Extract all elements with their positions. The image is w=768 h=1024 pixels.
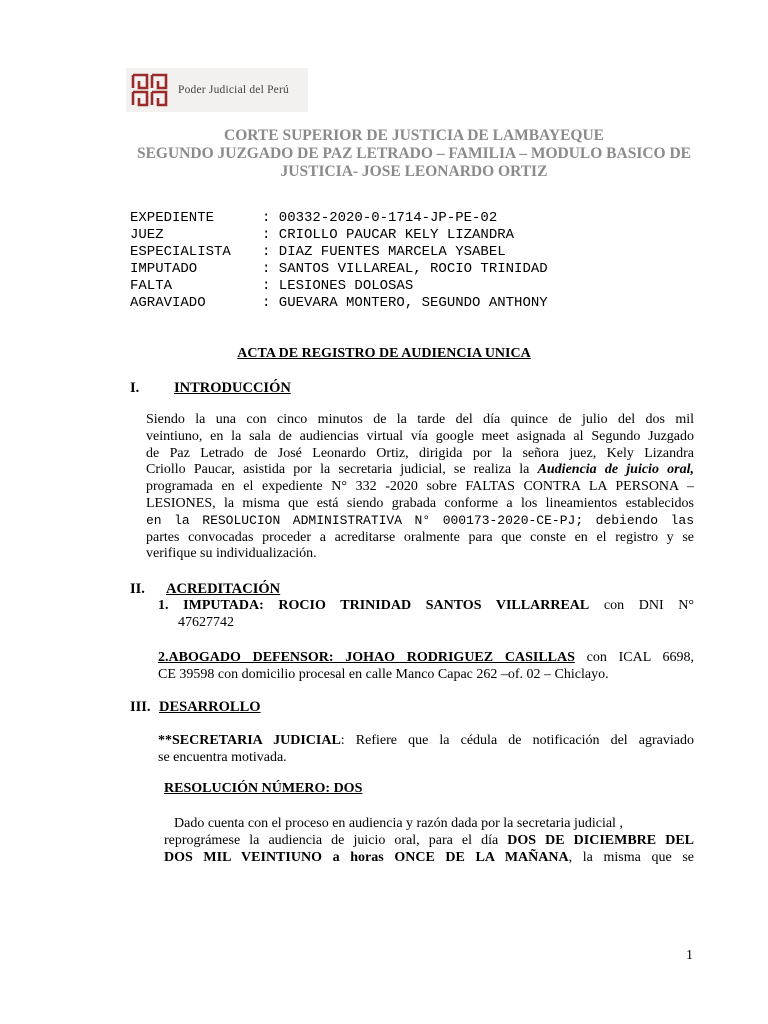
paragraph-line [158,733,694,750]
paragraph-text: , la misma que se [568,849,694,865]
case-info-row [130,295,548,312]
hearing-type-emphasis: Audiencia de juicio oral, [537,462,694,478]
resolution-heading: RESOLUCIÓN NÚMERO: DOS [164,781,363,796]
paragraph-line [158,598,694,615]
paragraph-text: : Refiere que la cédula de notificación del agraviado [340,733,694,748]
paragraph-line: LESIONES, la misma que está siendo grabada conforme a los lineamientos establecidos [146,495,694,511]
court-subtitle-line2: JUSTICIA- JOSE LEONARDO ORTIZ [280,163,548,180]
case-info-value: : SANTOS VILLAREAL, ROCIO TRINIDAD [262,261,548,277]
paragraph-line: veintiuno, en la sala de audiencias virtual vía google meet asignada al Segundo Juzgado [146,428,694,444]
paragraph-line [146,462,694,479]
case-info-row [130,278,548,295]
new-hearing-time: DOS MIL VEINTIUNO a horas ONCE DE LA MAÑANA [164,849,569,865]
case-info-label: FALTA [130,278,173,294]
case-info-value: : CRIOLLO PAUCAR KELY LIZANDRA [262,227,515,243]
paragraph-line: se encuentra motivada. [158,749,287,765]
paragraph-line [164,850,694,867]
defendant-name: 1. IMPUTADA: ROCIO TRINIDAD SANTOS VILLARREAL [158,598,590,613]
section-2-number: II. [130,581,145,597]
paragraph-text: reprográmese la audiencia de juicio oral, para el día [164,832,508,848]
case-info-label: JUEZ [130,227,164,243]
paragraph-line [164,833,694,850]
paragraph-line: CE 39598 con domicilio procesal en calle Manco Capac 262 –of. 02 – Chiclayo. [158,666,609,682]
case-info-value: : DIAZ FUENTES MARCELA YSABEL [262,244,506,260]
defendant-dni: 47627742 [178,614,234,630]
poder-judicial-logo [126,68,308,112]
case-info-value: : 00332-2020-0-1714-JP-PE-02 [262,210,498,226]
case-info-row [130,261,548,278]
document-title: ACTA DE REGISTRO DE AUDIENCIA UNICA [237,346,531,361]
secretary-statement [158,733,694,767]
case-info-label: ESPECIALISTA [130,244,231,260]
case-info-row [130,227,548,244]
accreditation-item-1 [158,598,694,632]
case-info-label: AGRAVIADO [130,295,206,311]
court-subtitle-line1: SEGUNDO JUZGADO DE PAZ LETRADO – FAMILIA – MODULO BASICO DE [136,145,692,162]
paragraph-line: de Paz Letrado de José Leonardo Ortiz, dirigida por la señora juez, Kely Lizandra [146,445,694,461]
case-info-table [130,210,548,312]
section-1-number: I. [130,380,140,396]
case-info-value: : LESIONES DOLOSAS [262,278,414,294]
paragraph-line: Siendo la una con cinco minutos de la tarde del día quince de julio del dos mil [146,412,694,427]
paragraph-text: con ICAL 6698, [574,650,694,665]
resolution-paragraph [164,816,694,866]
accreditation-item-2 [158,650,694,684]
section-1-heading: INTRODUCCIÓN [174,380,291,396]
paragraph-line: en la RESOLUCION ADMINISTRATIVA N° 000173-2020-CE-PJ; debiendo las [146,512,694,528]
case-info-row [130,244,548,261]
section-2-heading: ACREDITACIÓN [166,581,281,597]
paragraph-line [158,650,694,667]
case-info-label: EXPEDIENTE [130,210,215,226]
new-hearing-date: DOS DE DICIEMBRE DEL [507,832,694,848]
paragraph-text: Criollo Paucar, asistida por la secretaria judicial, se realiza la [146,462,538,478]
section-3-heading: DESARROLLO [159,699,261,715]
case-info-value: : GUEVARA MONTERO, SEGUNDO ANTHONY [262,295,548,311]
paragraph-line: Dado cuenta con el proceso en audiencia y razón dada por la secretaria judicial , [174,816,623,831]
secretary-label: **SECRETARIA JUDICIAL [158,733,341,748]
paragraph-text: con DNI N° [589,598,694,613]
introduction-paragraph [146,412,694,563]
court-name: CORTE SUPERIOR DE JUSTICIA DE LAMBAYEQUE [224,127,604,144]
poder-judicial-emblem-icon [130,72,170,108]
paragraph-line: partes convocadas proceder a acreditarse oralmente para que conste en el registro y se [146,529,694,545]
paragraph-line: programada en el expediente N° 332 -2020 sobre FALTAS CONTRA LA PERSONA – [146,479,694,495]
section-3-number: III. [130,699,151,715]
case-info-label: IMPUTADO [130,261,198,277]
case-info-row [130,210,548,227]
paragraph-line: verifique su individualización. [146,546,317,562]
logo-text: Poder Judicial del Perú [178,84,289,96]
page-number: 1 [686,948,693,963]
defense-attorney-name: 2.ABOGADO DEFENSOR: JOHAO RODRIGUEZ CASILLAS [158,650,575,665]
